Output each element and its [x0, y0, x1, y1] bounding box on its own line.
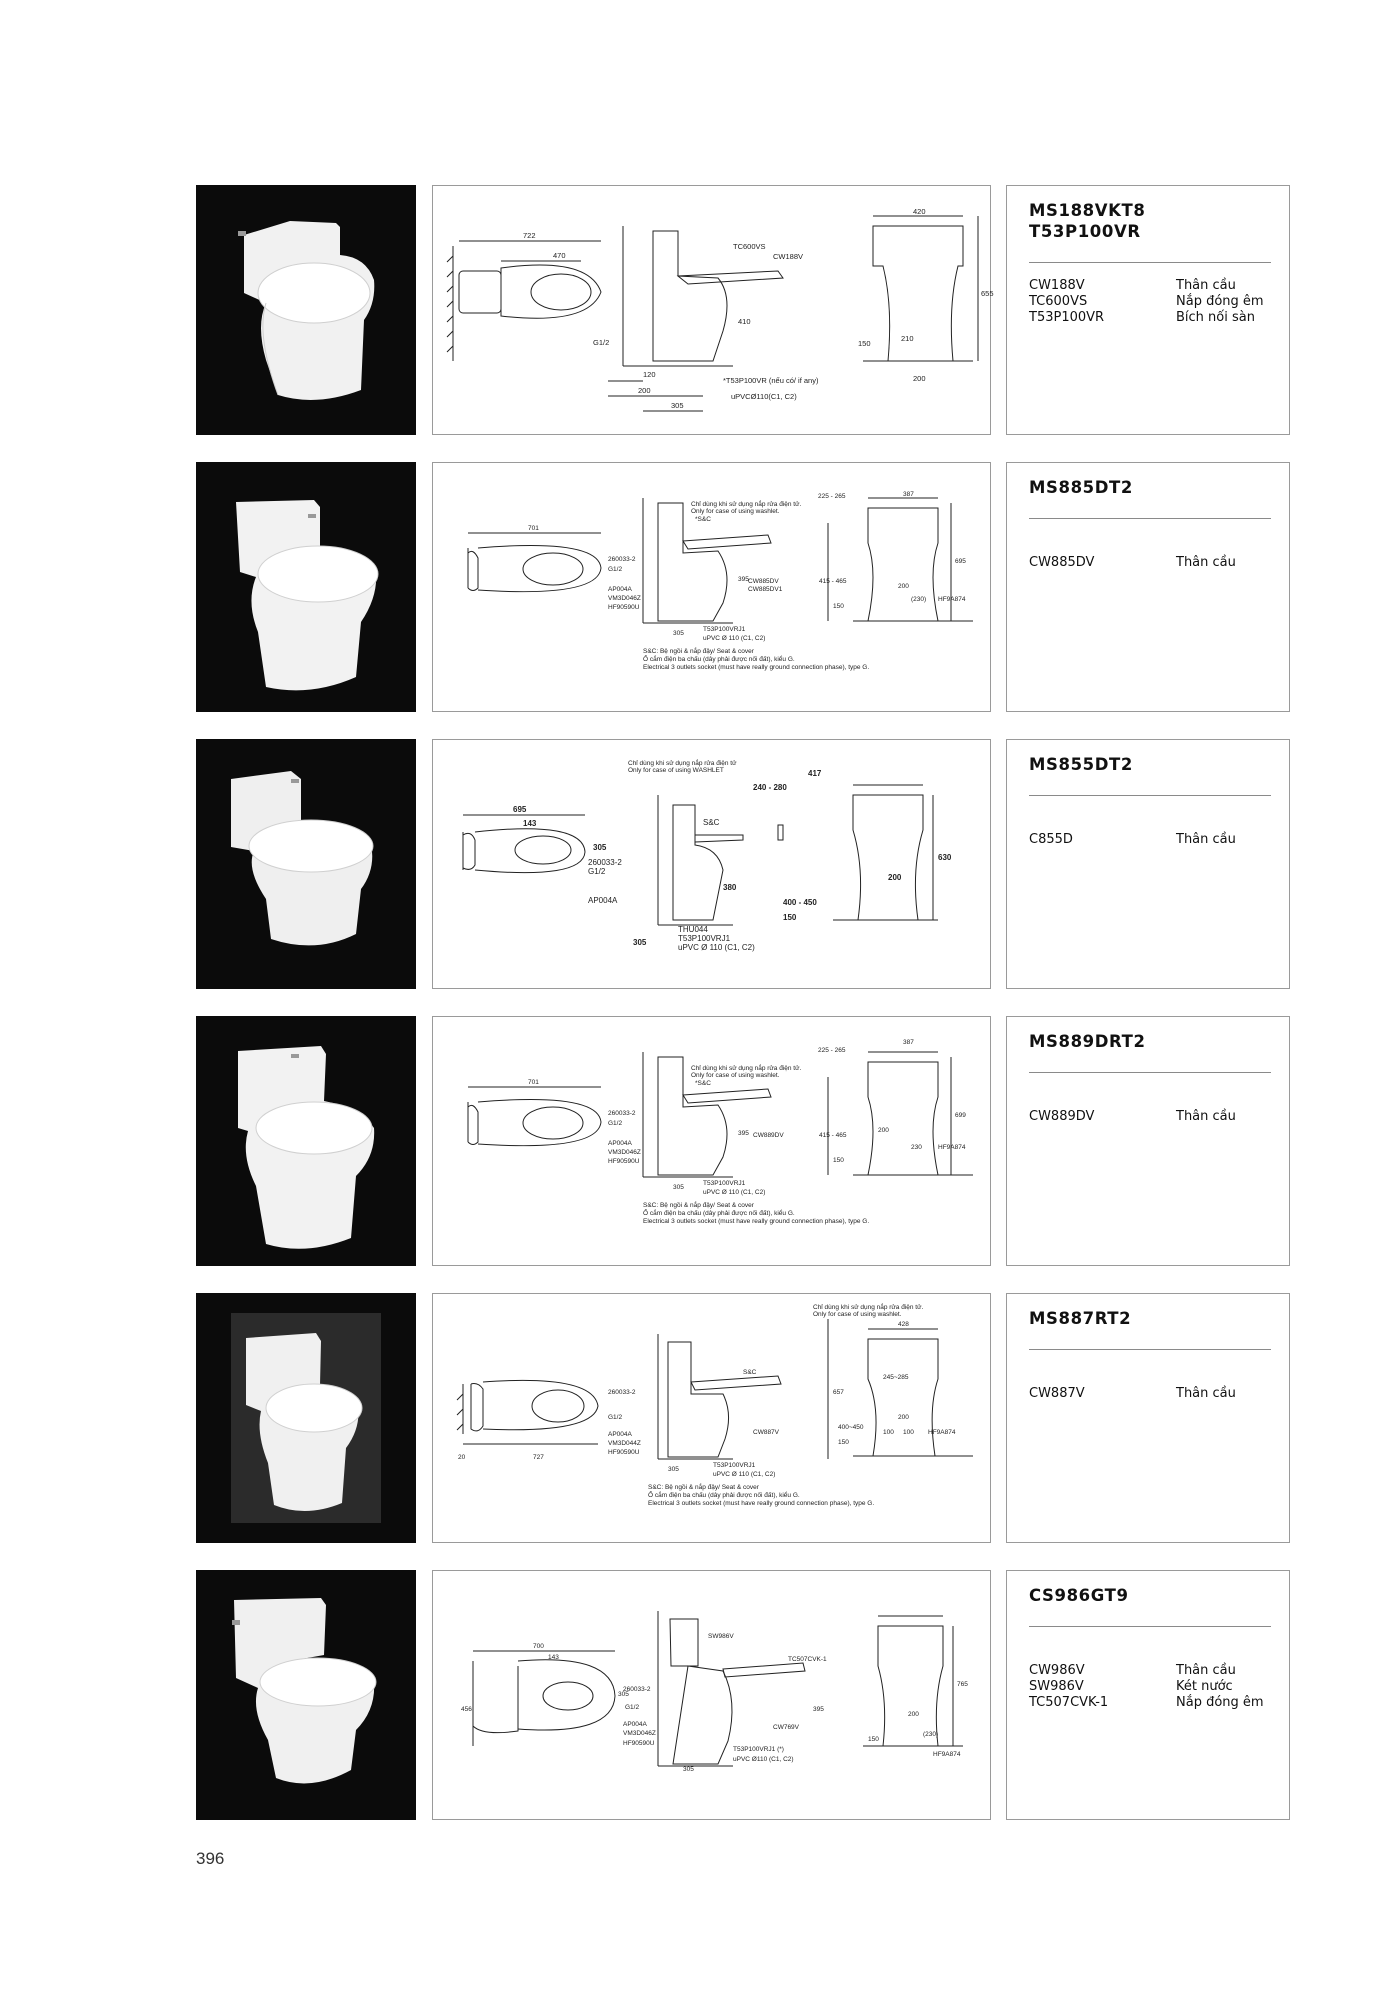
svg-text:245~285: 245~285 — [883, 1374, 909, 1381]
svg-text:S&C: Bệ ngồi & nắp đậy/ Seat &: S&C: Bệ ngồi & nắp đậy/ Seat & cover — [648, 1484, 759, 1491]
model-code-line: MS855DT2 — [1029, 755, 1133, 774]
svg-text:HF90590U: HF90590U — [608, 604, 640, 611]
svg-text:210: 210 — [901, 334, 914, 343]
parts-list — [1029, 555, 1279, 571]
svg-text:722: 722 — [523, 231, 536, 240]
product-row — [196, 1293, 1291, 1543]
product-row — [196, 1570, 1291, 1820]
part-code: T53P100VR — [1029, 310, 1105, 325]
svg-text:T53P100VRJ1: T53P100VRJ1 — [703, 626, 746, 633]
svg-text:CW887V: CW887V — [753, 1429, 780, 1436]
svg-text:695: 695 — [955, 558, 966, 565]
svg-text:Only for case of using washlet: Only for case of using washlet. — [691, 508, 780, 515]
svg-text:uPVCØ110(C1, C2): uPVCØ110(C1, C2) — [731, 392, 797, 401]
part-code: CW887V — [1029, 1386, 1085, 1401]
svg-text:150: 150 — [858, 339, 871, 348]
part-code: C855D — [1029, 832, 1073, 847]
svg-text:uPVC Ø 110 (C1, C2): uPVC Ø 110 (C1, C2) — [713, 1471, 776, 1478]
svg-text:CW889DV: CW889DV — [753, 1132, 784, 1139]
svg-text:428: 428 — [898, 1321, 909, 1328]
svg-text:695: 695 — [513, 805, 527, 814]
part-row — [1029, 832, 1279, 848]
divider — [1029, 518, 1271, 519]
part-desc: Bích nối sàn — [1176, 310, 1255, 325]
svg-text:200: 200 — [908, 1711, 919, 1718]
svg-text:395: 395 — [738, 1130, 749, 1137]
svg-text:260033-2: 260033-2 — [608, 556, 636, 563]
svg-text:150: 150 — [838, 1439, 849, 1446]
svg-text:T53P100VRJ1: T53P100VRJ1 — [703, 1180, 746, 1187]
svg-text:*S&C: *S&C — [695, 516, 711, 523]
svg-text:AP004A: AP004A — [588, 896, 618, 905]
part-desc: Nắp đóng êm — [1176, 1695, 1264, 1710]
svg-text:HF9A874: HF9A874 — [928, 1429, 956, 1436]
spec-panel — [1006, 462, 1290, 712]
svg-text:150: 150 — [833, 603, 844, 610]
svg-text:VM3D046Z: VM3D046Z — [608, 595, 641, 602]
svg-text:200: 200 — [913, 374, 926, 383]
svg-text:305: 305 — [671, 401, 684, 410]
svg-text:Electrical 3 outlets socket (m: Electrical 3 outlets socket (must have really ground connection phase), type G. — [648, 1500, 875, 1507]
svg-text:SW986V: SW986V — [708, 1633, 734, 1640]
model-code-line: MS188VKT8 — [1029, 201, 1146, 220]
svg-text:AP004A: AP004A — [608, 586, 632, 593]
technical-drawing — [432, 1293, 991, 1543]
svg-text:TC600VS: TC600VS — [733, 242, 766, 251]
svg-text:415 - 465: 415 - 465 — [819, 1132, 847, 1139]
part-desc: Thân cầu — [1176, 1663, 1236, 1678]
svg-text:305: 305 — [593, 843, 607, 852]
spec-panel — [1006, 185, 1290, 435]
part-row — [1029, 310, 1279, 326]
svg-text:230: 230 — [911, 1144, 922, 1151]
svg-text:150: 150 — [868, 1736, 879, 1743]
technical-drawing — [432, 739, 991, 989]
svg-text:395: 395 — [738, 576, 749, 583]
svg-text:150: 150 — [833, 1157, 844, 1164]
svg-text:200: 200 — [898, 1414, 909, 1421]
svg-text:uPVC Ø 110 (C1, C2): uPVC Ø 110 (C1, C2) — [703, 635, 766, 642]
svg-text:VM3D046Z: VM3D046Z — [623, 1730, 656, 1737]
svg-text:CW885DV: CW885DV — [748, 578, 779, 585]
svg-text:727: 727 — [533, 1454, 544, 1461]
svg-text:Electrical 3 outlets socket (m: Electrical 3 outlets socket (must have really ground connection phase), type G. — [643, 664, 870, 671]
spec-panel — [1006, 1016, 1290, 1266]
part-row — [1029, 294, 1279, 310]
parts-list — [1029, 1663, 1279, 1711]
part-row — [1029, 1386, 1279, 1402]
part-code: CW885DV — [1029, 555, 1095, 570]
svg-text:120: 120 — [643, 370, 656, 379]
svg-text:HF9A874: HF9A874 — [938, 1144, 966, 1151]
svg-text:VM3D046Z: VM3D046Z — [608, 1149, 641, 1156]
svg-text:Chỉ dùng khi sử dụng nắp rửa đ: Chỉ dùng khi sử dụng nắp rửa điện tử — [628, 760, 737, 767]
svg-text:305: 305 — [683, 1766, 694, 1773]
spec-panel — [1006, 739, 1290, 989]
svg-text:HF90590U: HF90590U — [608, 1158, 640, 1165]
model-code-line: T53P100VR — [1029, 222, 1141, 241]
model-code-line: MS887RT2 — [1029, 1309, 1132, 1328]
svg-text:400~450: 400~450 — [838, 1424, 864, 1431]
svg-text:CW885DV1: CW885DV1 — [748, 586, 783, 593]
part-row — [1029, 555, 1279, 571]
technical-drawing — [432, 462, 991, 712]
product-row — [196, 462, 1291, 712]
svg-text:S&C: Bệ ngồi & nắp đậy/ Seat &: S&C: Bệ ngồi & nắp đậy/ Seat & cover — [643, 648, 754, 655]
svg-text:305: 305 — [668, 1466, 679, 1473]
svg-text:T53P100VRJ1: T53P100VRJ1 — [713, 1462, 756, 1469]
svg-text:420: 420 — [913, 207, 926, 216]
part-row — [1029, 1679, 1279, 1695]
parts-list — [1029, 1109, 1279, 1125]
technical-drawing — [432, 1016, 991, 1266]
model-code — [1029, 754, 1271, 775]
svg-text:HF90590U: HF90590U — [608, 1449, 640, 1456]
part-desc: Thân cầu — [1176, 278, 1236, 293]
svg-text:HF90590U: HF90590U — [623, 1740, 655, 1747]
svg-text:CW188V: CW188V — [773, 252, 804, 261]
svg-text:Ổ cắm điện ba chấu (dây phải đ: Ổ cắm điện ba chấu (dây phải được nối đất), kiểu G. — [648, 1492, 800, 1499]
spec-panel — [1006, 1570, 1290, 1820]
svg-text:700: 700 — [533, 1643, 544, 1650]
svg-text:200: 200 — [878, 1127, 889, 1134]
svg-text:395: 395 — [813, 1706, 824, 1713]
model-code — [1029, 1308, 1271, 1329]
svg-text:387: 387 — [903, 491, 914, 498]
svg-text:260033-2: 260033-2 — [588, 858, 622, 867]
svg-text:380: 380 — [723, 883, 737, 892]
model-code — [1029, 1585, 1271, 1606]
part-desc: Thân cầu — [1176, 1386, 1236, 1401]
svg-text:CW769V: CW769V — [773, 1724, 800, 1731]
svg-text:240 - 280: 240 - 280 — [753, 783, 787, 792]
divider — [1029, 1626, 1271, 1627]
svg-text:143: 143 — [523, 819, 537, 828]
svg-text:630: 630 — [938, 853, 952, 862]
svg-text:S&C: Bệ ngồi & nắp đậy/ Seat &: S&C: Bệ ngồi & nắp đậy/ Seat & cover — [643, 1202, 754, 1209]
part-code: TC507CVK-1 — [1029, 1695, 1109, 1710]
svg-text:400 - 450: 400 - 450 — [783, 898, 817, 907]
svg-text:417: 417 — [808, 769, 822, 778]
svg-text:305: 305 — [673, 630, 684, 637]
svg-text:S&C: S&C — [743, 1369, 757, 1376]
parts-list — [1029, 1386, 1279, 1402]
product-row — [196, 739, 1291, 989]
part-code: TC600VS — [1029, 294, 1088, 309]
svg-text:470: 470 — [553, 251, 566, 260]
model-code-line: MS889DRT2 — [1029, 1032, 1146, 1051]
product-photo — [196, 185, 416, 435]
divider — [1029, 1349, 1271, 1350]
technical-drawing — [432, 185, 994, 435]
part-desc: Thân cầu — [1176, 1109, 1236, 1124]
svg-text:AP004A: AP004A — [608, 1140, 632, 1147]
page-number: 396 — [196, 1849, 225, 1868]
svg-text:701: 701 — [528, 525, 539, 532]
svg-text:Only for case of using washlet: Only for case of using washlet. — [813, 1311, 902, 1318]
svg-text:20: 20 — [458, 1454, 466, 1461]
svg-text:uPVC Ø 110 (C1, C2): uPVC Ø 110 (C1, C2) — [678, 943, 755, 952]
product-photo — [196, 462, 416, 712]
part-code: CW188V — [1029, 278, 1085, 293]
part-code: SW986V — [1029, 1679, 1084, 1694]
svg-text:260033-2: 260033-2 — [608, 1110, 636, 1117]
svg-text:200: 200 — [888, 873, 902, 882]
product-row — [196, 185, 1291, 435]
svg-text:150: 150 — [783, 913, 797, 922]
svg-text:*T53P100VR (nếu có/ if any): *T53P100VR (nếu có/ if any) — [723, 376, 819, 385]
parts-list — [1029, 832, 1279, 848]
svg-text:Chỉ dùng khi sử dụng nắp rửa đ: Chỉ dùng khi sử dụng nắp rửa điện tử. — [691, 1065, 802, 1072]
svg-text:305: 305 — [618, 1691, 629, 1698]
svg-text:G1/2: G1/2 — [625, 1704, 640, 1711]
svg-text:AP004A: AP004A — [623, 1721, 647, 1728]
svg-text:410: 410 — [738, 317, 751, 326]
svg-text:387: 387 — [903, 1039, 914, 1046]
svg-text:Electrical 3 outlets socket (m: Electrical 3 outlets socket (must have really ground connection phase), type G. — [643, 1218, 870, 1225]
svg-text:(230): (230) — [923, 1731, 939, 1738]
svg-text:uPVC Ø110 (C1, C2): uPVC Ø110 (C1, C2) — [733, 1756, 794, 1763]
part-desc: Thân cầu — [1176, 555, 1236, 570]
model-code — [1029, 200, 1271, 242]
model-code — [1029, 1031, 1271, 1052]
svg-text:260033-2: 260033-2 — [608, 1389, 636, 1396]
svg-text:100: 100 — [903, 1429, 914, 1436]
divider — [1029, 1072, 1271, 1073]
divider — [1029, 262, 1271, 263]
svg-text:*S&C: *S&C — [695, 1080, 711, 1087]
svg-text:(230): (230) — [911, 596, 927, 603]
part-desc: Két nước — [1176, 1679, 1233, 1694]
svg-text:305: 305 — [673, 1184, 684, 1191]
divider — [1029, 795, 1271, 796]
svg-text:225 - 265: 225 - 265 — [818, 1047, 846, 1054]
svg-text:655: 655 — [981, 289, 994, 298]
model-code-line: MS885DT2 — [1029, 478, 1133, 497]
svg-text:143: 143 — [548, 1654, 559, 1661]
svg-text:305: 305 — [633, 938, 647, 947]
svg-text:G1/2: G1/2 — [608, 1120, 623, 1127]
svg-text:T53P100VRJ1: T53P100VRJ1 — [678, 934, 731, 943]
svg-text:AP004A: AP004A — [608, 1431, 632, 1438]
product-row — [196, 1016, 1291, 1266]
product-photo — [196, 1293, 416, 1543]
svg-text:Ổ cắm điện ba chấu (dây phải đ: Ổ cắm điện ba chấu (dây phải được nối đất), kiểu G. — [643, 1210, 795, 1217]
svg-text:HF9A874: HF9A874 — [933, 1751, 961, 1758]
svg-text:456: 456 — [461, 1706, 472, 1713]
model-code — [1029, 477, 1271, 498]
product-photo — [196, 1570, 416, 1820]
svg-text:HF9A874: HF9A874 — [938, 596, 966, 603]
product-photo — [196, 1016, 416, 1266]
part-row — [1029, 1663, 1279, 1679]
svg-text:699: 699 — [955, 1112, 966, 1119]
svg-text:200: 200 — [638, 386, 651, 395]
svg-text:225 - 265: 225 - 265 — [818, 493, 846, 500]
svg-text:657: 657 — [833, 1389, 844, 1396]
part-desc: Nắp đóng êm — [1176, 294, 1264, 309]
svg-text:Chỉ dùng khi sử dụng nắp rửa đ: Chỉ dùng khi sử dụng nắp rửa điện tử. — [813, 1304, 924, 1311]
svg-text:415 - 465: 415 - 465 — [819, 578, 847, 585]
svg-text:Chỉ dùng khi sử dụng nắp rửa đ: Chỉ dùng khi sử dụng nắp rửa điện tử. — [691, 501, 802, 508]
spec-panel — [1006, 1293, 1290, 1543]
svg-text:T53P100VRJ1 (*): T53P100VRJ1 (*) — [733, 1746, 784, 1753]
svg-text:G1/2: G1/2 — [608, 566, 623, 573]
part-row — [1029, 1109, 1279, 1125]
model-code-line: CS986GT9 — [1029, 1586, 1129, 1605]
parts-list — [1029, 278, 1279, 326]
svg-text:S&C: S&C — [703, 818, 720, 827]
svg-text:200: 200 — [898, 583, 909, 590]
part-row — [1029, 1695, 1279, 1711]
svg-text:765: 765 — [957, 1681, 968, 1688]
part-row — [1029, 278, 1279, 294]
svg-text:Only for case of using washlet: Only for case of using washlet. — [691, 1072, 780, 1079]
svg-text:uPVC Ø 110 (C1, C2): uPVC Ø 110 (C1, C2) — [703, 1189, 766, 1196]
svg-text:G1/2: G1/2 — [593, 338, 610, 347]
technical-drawing — [432, 1570, 991, 1820]
svg-text:Only for case of using WASHLET: Only for case of using WASHLET — [628, 767, 724, 774]
svg-text:G1/2: G1/2 — [608, 1414, 623, 1421]
part-code: CW986V — [1029, 1663, 1085, 1678]
svg-text:THU044: THU044 — [678, 925, 708, 934]
svg-text:TC507CVK-1: TC507CVK-1 — [788, 1656, 827, 1663]
part-desc: Thân cầu — [1176, 832, 1236, 847]
svg-text:Ổ cắm điện ba chấu (dây phải đ: Ổ cắm điện ba chấu (dây phải được nối đất), kiểu G. — [643, 656, 795, 663]
svg-text:VM3D044Z: VM3D044Z — [608, 1440, 641, 1447]
part-code: CW889DV — [1029, 1109, 1095, 1124]
svg-text:G1/2: G1/2 — [588, 867, 606, 876]
svg-text:260033-2: 260033-2 — [623, 1686, 651, 1693]
svg-text:100: 100 — [883, 1429, 894, 1436]
product-photo — [196, 739, 416, 989]
svg-text:701: 701 — [528, 1079, 539, 1086]
